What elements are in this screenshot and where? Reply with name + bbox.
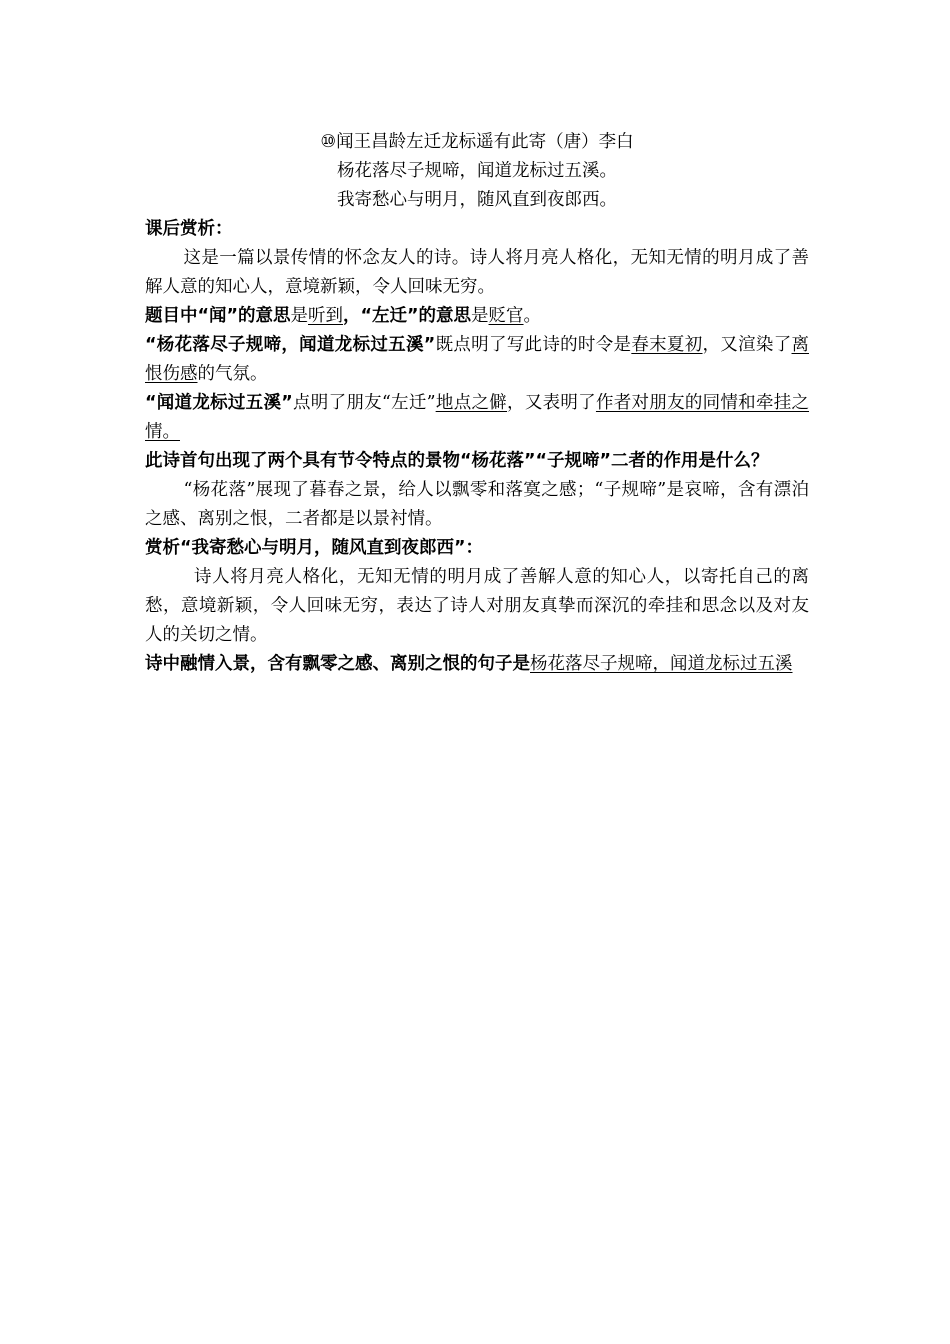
q2-text-3: 的气氛。 [197,364,268,384]
q3-text-2: ，又表明了 [507,393,596,413]
q2-answer-2: 离恨伤感 [145,335,809,384]
q1-answer-a: 听到 [308,306,344,326]
q2-answer-1: 春末夏初 [631,335,703,355]
q1-lead-a: 题目中“闻”的意思 [145,306,291,326]
document-content [145,128,809,679]
question-location [145,389,809,447]
poem-line-2: 我寄愁心与明月，随风直到夜郎西。 [337,190,617,210]
analysis-heading: 课后赏析： [145,219,233,239]
question-appreciation: 赏析“我寄愁心与明月，随风直到夜郎西”： [145,538,484,558]
q1-lead-b: “左迁”的意思 [360,306,472,326]
q2-text-2: ，又渲染了 [702,335,792,355]
q6-answer: 杨花落尽子规啼，闻道龙标过五溪 [530,654,793,674]
q6-lead: 诗中融情入景，含有飘零之感、离别之恨的句子是 [145,654,530,674]
q1-sep: ， [343,306,361,326]
question-emotion-line [145,650,809,679]
question-title-meaning [145,302,809,331]
q2-lead: “杨花落尽子规啼，闻道龙标过五溪” [145,335,436,355]
q3-text-1: 点明了朋友“左迁” [292,393,436,413]
poem-title: ⑩闻王昌龄左迁龙标遥有此寄（唐）李白 [320,132,634,152]
q3-answer-2: 作者对朋友的同情和牵挂之情。 [145,393,810,442]
poem-line-1: 杨花落尽子规啼，闻道龙标过五溪。 [337,161,617,181]
q2-text-1: 既点明了写此诗的时令是 [435,335,632,355]
poem-block [145,128,809,215]
intro-paragraph: 这是一篇以景传情的怀念友人的诗。诗人将月亮人格化，无知无情的明月成了善解人意的知心人，意境新颖，令人回味无穷。 [145,248,809,297]
q1-end: 。 [523,306,542,326]
question-season [145,331,809,389]
answer-scenery: “杨花落”展现了暮春之景，给人以飘零和落寞之感；“子规啼”是哀啼，含有漂泊之感、离别之恨，二者都是以景衬情。 [145,480,809,529]
q3-answer-1: 地点之僻 [435,393,508,413]
q1-answer-b: 贬官 [488,306,524,326]
q1-mid-b: 是 [471,306,489,326]
q3-lead: “闻道龙标过五溪” [145,393,293,413]
answer-appreciation: 诗人将月亮人格化，无知无情的明月成了善解人意的知心人，以寄托自己的离愁，意境新颖，令人回味无穷，表达了诗人对朋友真挚而深沉的牵挂和思念以及对友人的关切之情。 [145,567,809,645]
question-scenery: 此诗首句出现了两个具有节令特点的景物“杨花落”“子规啼”二者的作用是什么？ [145,451,769,471]
q1-mid-a: 是 [290,306,309,326]
